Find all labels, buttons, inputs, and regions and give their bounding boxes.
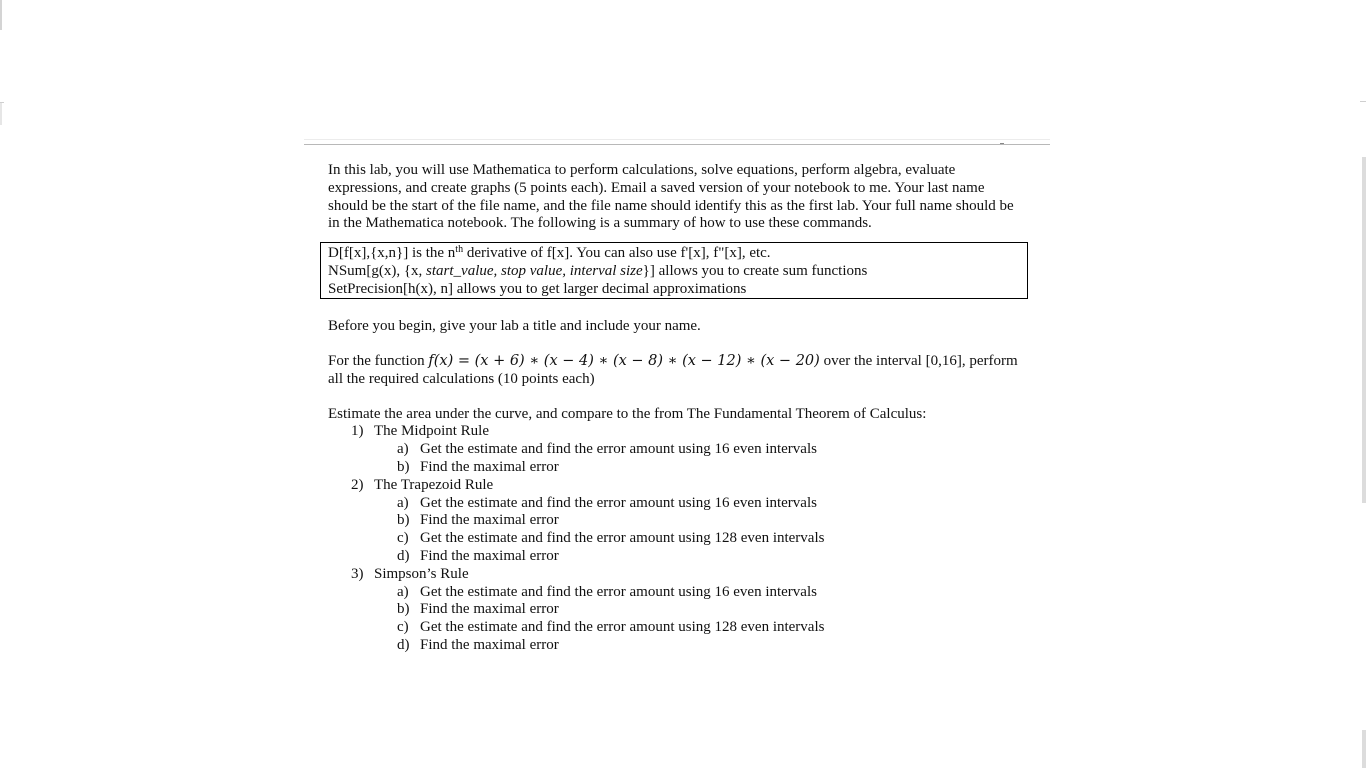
rule-step [328, 637, 1028, 655]
rule-step [328, 584, 1028, 602]
function-paragraph [328, 353, 1028, 389]
rule-item [328, 566, 1028, 584]
command-derivative-text-end: derivative of f[x]. You can also use f'[x], f"[x], etc. [463, 245, 771, 262]
step-text: Find the maximal error [420, 458, 559, 475]
rule-step [328, 441, 1028, 459]
step-text: Get the estimate and find the error amount using 128 even intervals [420, 530, 825, 547]
step-letter: d) [397, 636, 410, 653]
command-derivative [328, 244, 1020, 262]
rule-step [328, 548, 1028, 566]
rules-list [328, 423, 1028, 654]
command-nsum-text: NSum[g(x), {x, [328, 263, 427, 280]
toolbar-divider-right [1360, 101, 1366, 102]
command-nsum-arguments: start_value, stop value, interval size [426, 263, 643, 280]
page-header-mark [1000, 143, 1004, 144]
step-letter: d) [397, 547, 410, 564]
step-letter: c) [397, 530, 409, 547]
rule-title: The Trapezoid Rule [374, 476, 494, 493]
function-interval-text: over the interval [0,16], perform all the required calculations (10 points each) [328, 352, 1018, 387]
step-text: Find the maximal error [420, 512, 559, 529]
rule-number: 2) [351, 476, 364, 493]
command-nsum-text-end: }] allows you to create sum functions [642, 263, 868, 280]
step-text: Find the maximal error [420, 601, 559, 618]
rule-step [328, 619, 1028, 637]
step-letter: c) [397, 619, 409, 636]
rule-title: The Midpoint Rule [374, 423, 489, 440]
step-text: Get the estimate and find the error amount using 128 even intervals [420, 619, 825, 636]
rule-step [328, 512, 1028, 530]
step-letter: a) [397, 494, 409, 511]
rule-item [328, 423, 1028, 441]
rule-number: 3) [351, 565, 364, 582]
rule-step [328, 459, 1028, 477]
estimate-instruction: Estimate the area under the curve, and compare to the from The Fundamental Theorem of Calculus: [328, 405, 927, 422]
command-summary-box [320, 242, 1028, 299]
step-text: Get the estimate and find the error amount using 16 even intervals [420, 583, 817, 600]
vertical-scrollbar-track-lower[interactable] [1362, 730, 1366, 768]
rule-item [328, 477, 1028, 495]
function-intro-text: For the function [328, 352, 429, 369]
document-page [328, 162, 1028, 655]
page-top-border [304, 139, 1050, 145]
command-nsum [328, 262, 1020, 280]
rule-step [328, 601, 1028, 619]
step-text: Find the maximal error [420, 636, 559, 653]
rule-step [328, 530, 1028, 548]
title-instruction: Before you begin, give your lab a title and include your name. [328, 318, 701, 335]
command-derivative-text: D[f[x],{x,n}] is the n [328, 245, 456, 262]
step-letter: a) [397, 583, 409, 600]
command-setprecision: SetPrecision[h(x), n] allows you to get larger decimal approximations [328, 281, 747, 298]
rule-title: Simpson’s Rule [374, 565, 469, 582]
command-derivative-superscript: th [455, 244, 464, 256]
step-text: Find the maximal error [420, 547, 559, 564]
step-letter: b) [397, 512, 410, 529]
step-letter: a) [397, 441, 409, 458]
function-formula: f(x) = (x + 6) ∗ (x − 4) ∗ (x − 8) ∗ (x − 12) ∗ (x − 20) [428, 352, 820, 369]
rule-step [328, 495, 1028, 513]
rule-number: 1) [351, 423, 364, 440]
intro-paragraph: In this lab, you will use Mathematica to perform calculations, solve equations, perform algebra, evaluate expressions, and create graphs (5 points each). Email a saved version of your notebook to me. Your last name should be the start of the file name, and the file name should identify this as the first lab. Your full name should be in the Mathematica notebook. The following is a summary of how to use these commands. [328, 162, 1014, 232]
step-letter: b) [397, 601, 410, 618]
step-text: Get the estimate and find the error amount using 16 even intervals [420, 441, 817, 458]
vertical-scrollbar-thumb[interactable] [1362, 157, 1366, 503]
window-edge-left [0, 103, 2, 125]
step-text: Get the estimate and find the error amount using 16 even intervals [420, 494, 817, 511]
window-edge-top [0, 0, 2, 30]
step-letter: b) [397, 458, 410, 475]
